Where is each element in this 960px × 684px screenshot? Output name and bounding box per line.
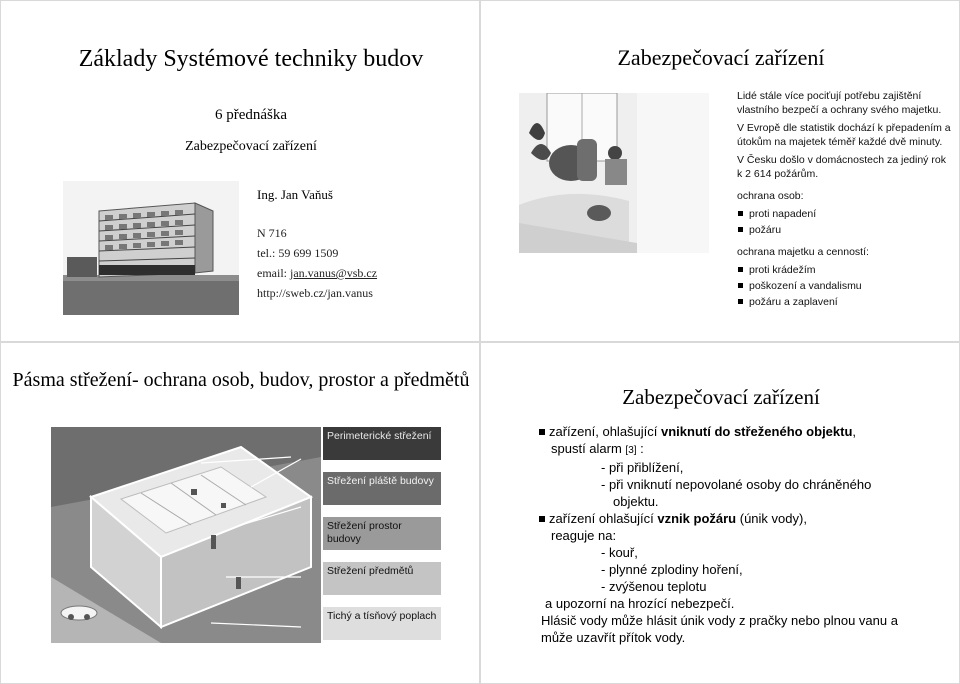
slide-security-zones	[0, 342, 480, 684]
list-item: - při přiblížení,	[601, 460, 684, 475]
bullet-marker	[539, 429, 545, 435]
property-protection-header: ochrana majetku a cenností:	[737, 246, 869, 258]
property-protection-list	[737, 263, 951, 309]
contact-info	[257, 223, 377, 303]
list-item: proti napadení	[737, 207, 951, 221]
email-link[interactable]: jan.vanus@vsb.cz	[290, 266, 378, 280]
list-item: požáru a zaplavení	[737, 295, 951, 309]
paragraph-czech: V Česku došlo v domácnostech za jediný rok k 2 614 požárům.	[737, 154, 946, 180]
paragraph-europe: V Evropě dle statistik dochází k přepadením a útokům na majetek téměř každé dvě minuty.	[737, 122, 951, 148]
water-detector-line: Hlásič vody může hlásit únik vody z pračky nebo plnou vanu a	[541, 613, 898, 628]
lecture-number: 6 přednáška	[214, 107, 288, 123]
slide-security-devices	[480, 342, 960, 684]
email-line	[257, 263, 377, 283]
phone-number: tel.: 59 699 1509	[257, 246, 339, 260]
living-room-photo	[519, 93, 709, 253]
list-item: poškození a vandalismu	[737, 279, 951, 293]
persons-protection-header: ochrana osob:	[737, 190, 804, 202]
devices-text	[533, 423, 953, 646]
intrusion-alarm-line: spustí alarm [3] :	[551, 441, 644, 456]
fire-bullet: zařízení ohlašující vznik požáru (únik vody),	[533, 510, 953, 527]
author-name: Ing. Jan Vaňuš	[257, 187, 333, 202]
slide-heading: Zabezpečovací zařízení	[617, 45, 825, 70]
list-item: - kouř,	[601, 545, 638, 560]
building-photo	[63, 181, 239, 315]
list-item: proti krádežím	[737, 263, 951, 277]
list-item: - při vniknutí nepovolané osoby do chráněného	[601, 477, 872, 492]
warning-line: a upozorní na hrozící nebezpečí.	[545, 596, 735, 611]
water-detector-line-2: může uzavřít přítok vody.	[541, 630, 686, 645]
zone-perimeter: Perimeterické střežení	[323, 427, 441, 460]
intrusion-bullet: zařízení, ohlašující vniknutí do střeženého objektu,	[533, 423, 953, 440]
zone-silent-panic-alarm: Tichý a tísňový poplach	[323, 607, 441, 640]
bullet-marker	[539, 516, 545, 522]
room-number: N 716	[257, 226, 287, 240]
slide-title	[0, 0, 480, 342]
slide-heading: Pásma střežení- ochrana osob, budov, prostor a předmětů	[12, 369, 470, 391]
list-item: - plynné zplodiny hoření,	[601, 562, 743, 577]
slide-heading: Zabezpečovací zařízení	[622, 385, 820, 409]
zone-building-interior: Střežení prostor budovy	[323, 517, 441, 550]
building-cutaway-drawing	[51, 427, 321, 643]
fire-reacts-line: reaguje na:	[551, 528, 617, 543]
list-item-continuation: objektu.	[613, 494, 659, 509]
paragraph-need: Lidé stále více pociťují potřebu zajištění vlastního bezpečí a ochrany svého majetku.	[737, 90, 942, 116]
course-title: Základy Systémové techniky budov	[78, 46, 424, 72]
persons-protection-list	[737, 207, 951, 237]
intro-text	[737, 89, 951, 317]
list-item: - zvýšenou teplotu	[601, 579, 707, 594]
zone-objects: Střežení předmětů	[323, 562, 441, 595]
zone-building-shell: Střežení pláště budovy	[323, 472, 441, 505]
email-label: email:	[257, 266, 290, 280]
web-link[interactable]: http://sweb.cz/jan.vanus	[257, 286, 373, 300]
list-item: požáru	[737, 223, 951, 237]
slide-security-intro	[480, 0, 960, 342]
lecture-topic: Zabezpečovací zařízení	[185, 139, 317, 154]
